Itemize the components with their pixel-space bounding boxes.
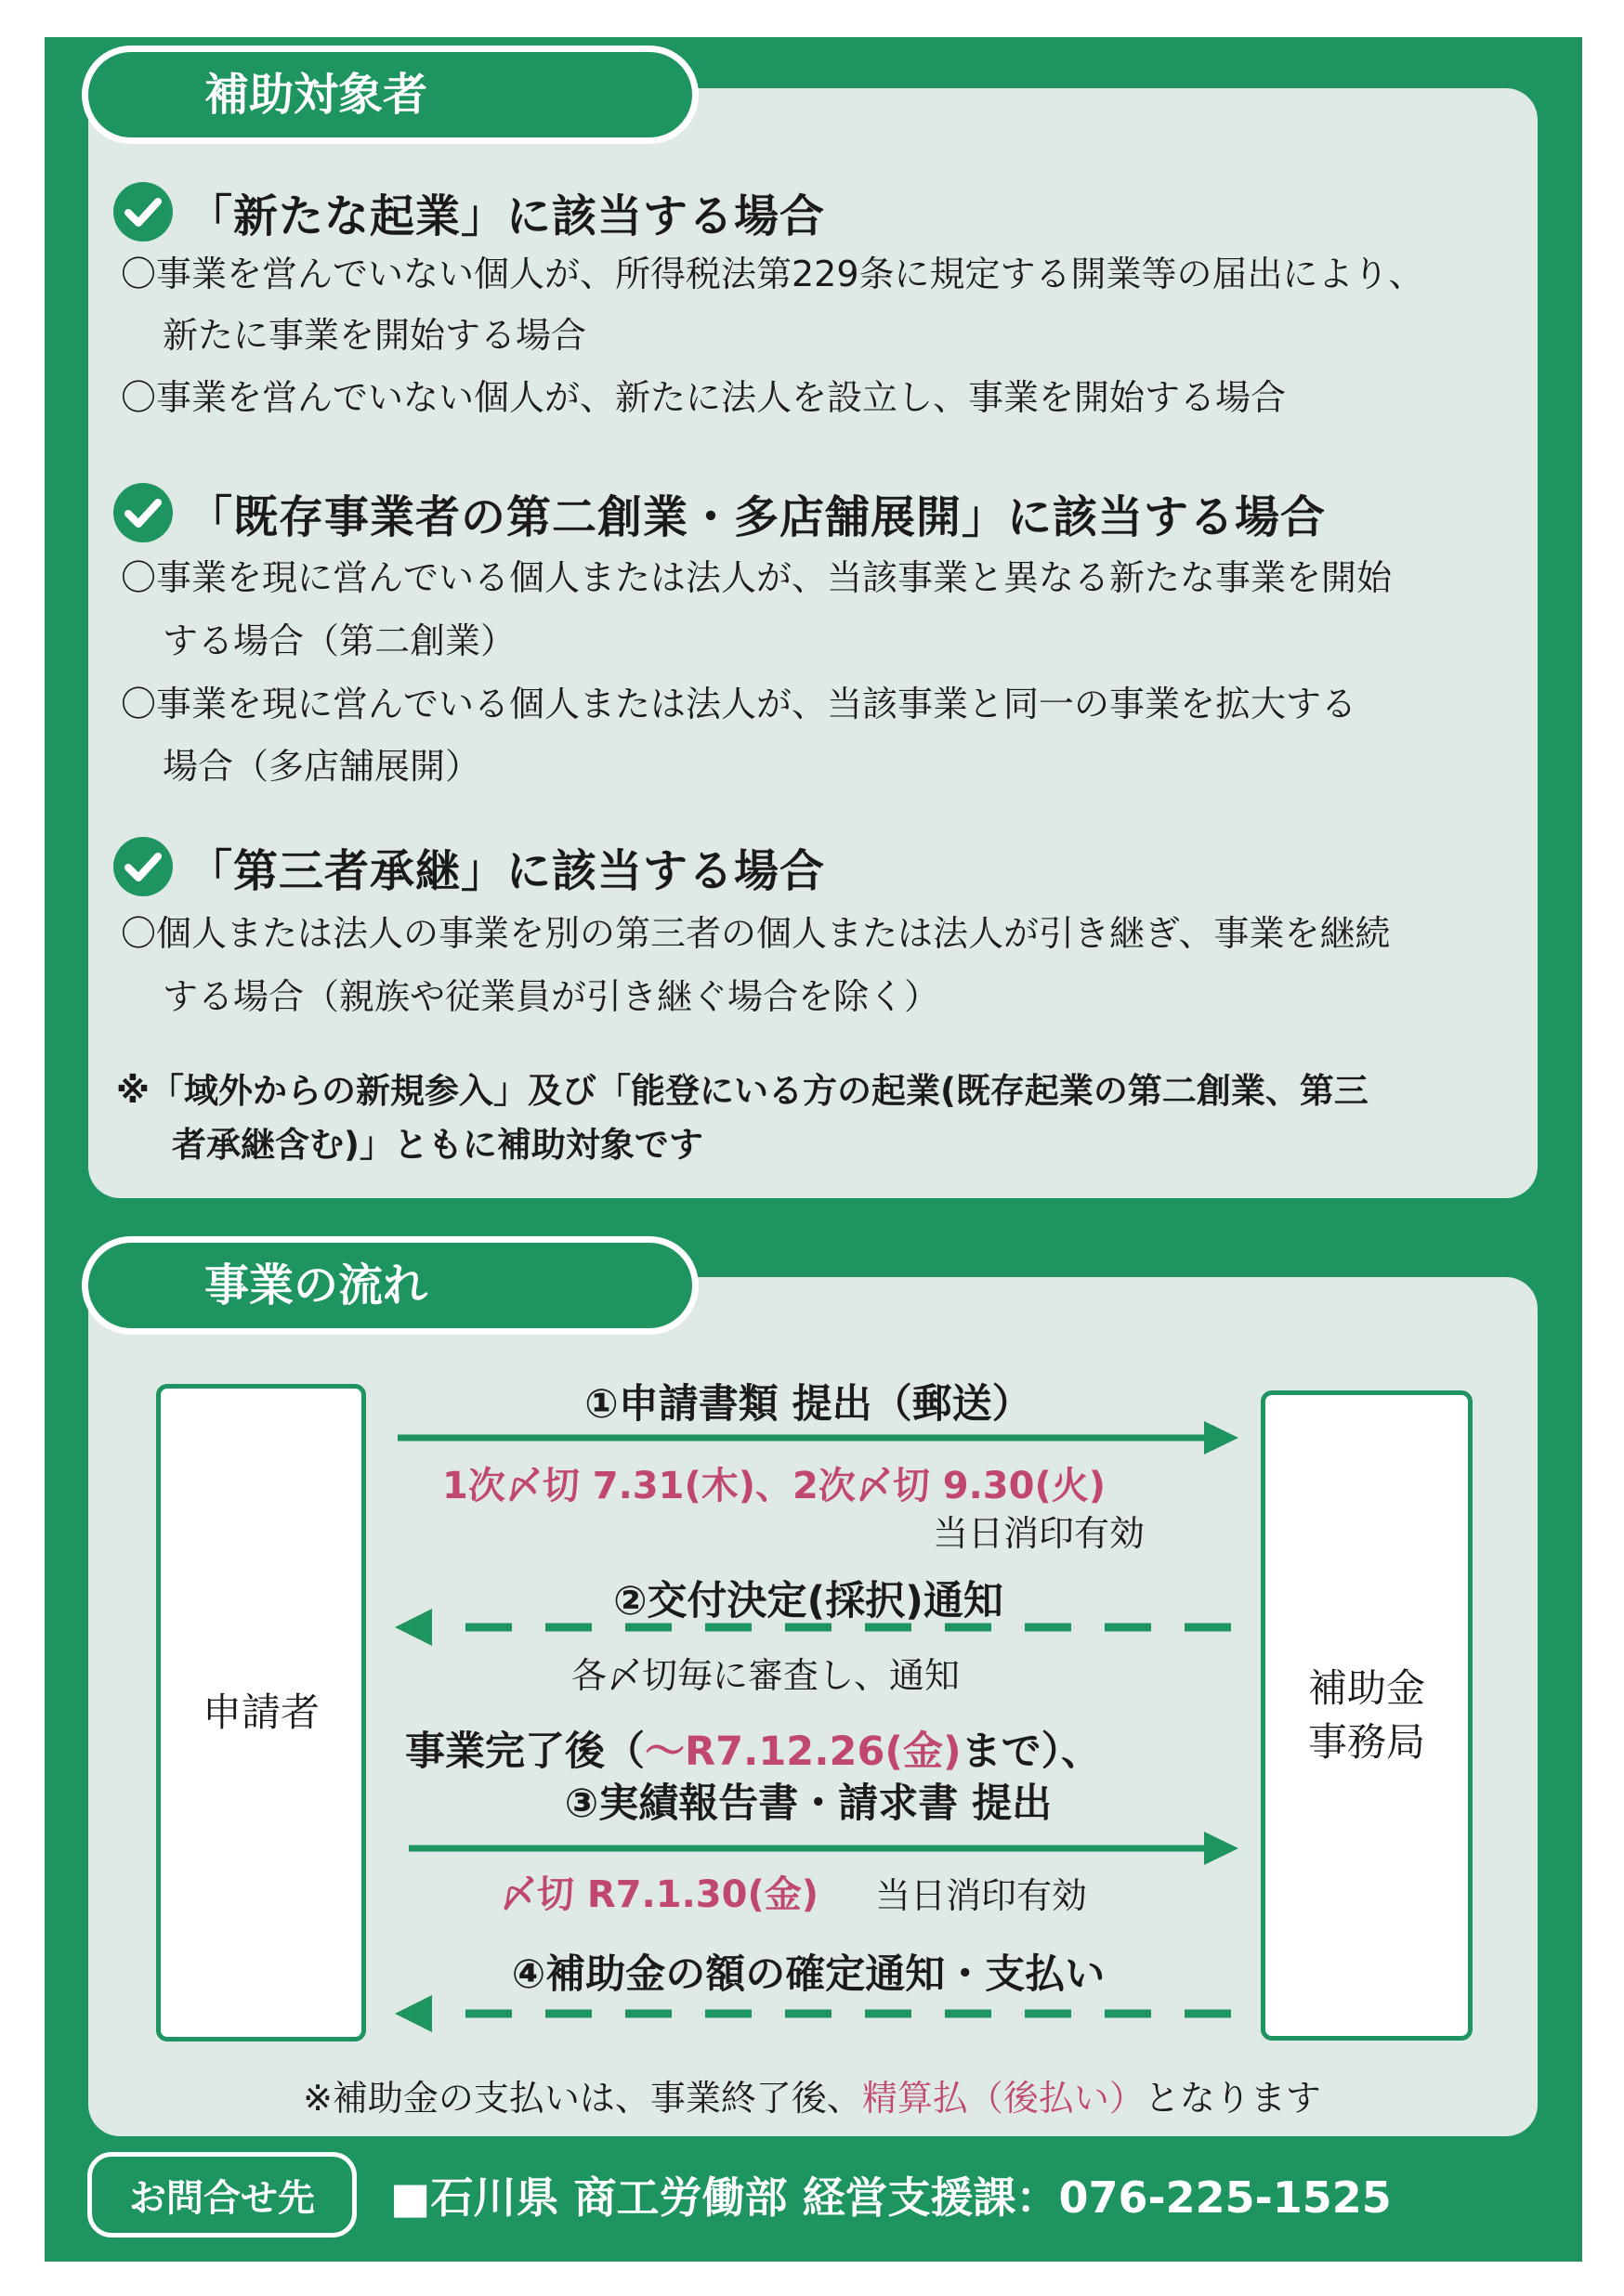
step2-sub: 各〆切毎に審査し、通知 — [571, 1655, 961, 1696]
contact-badge — [87, 2152, 357, 2237]
heading-text: 「新たな起業」に該当する場合 — [188, 189, 826, 242]
list-item: 場合（多店舗展開） — [163, 746, 481, 787]
step1-label: ①申請書類 提出（郵送） — [584, 1381, 1032, 1428]
step4-label: ④補助金の額の確定通知・支払い — [511, 1951, 1106, 1998]
step1-postmark: 当日消印有効 — [933, 1513, 1146, 1554]
list-item: 〇個人または法人の事業を別の第三者の個人または法人が引き継ぎ、事業を継続 — [121, 913, 1391, 954]
list-item: 新たに事業を開始する場合 — [163, 315, 587, 356]
heading-text: 「既存事業者の第二創業・多店舗展開」に該当する場合 — [188, 490, 1327, 543]
footnote-highlight: 精算払（後払い） — [861, 2078, 1145, 2119]
list-item: 〇事業を現に営んでいる個人または法人が、当該事業と異なる新たな事業を開始 — [121, 557, 1393, 598]
eligibility-note-cont: 者承継含む)」ともに補助対象です — [172, 1125, 703, 1165]
office-label-line1: 補助金 — [1307, 1665, 1425, 1711]
eligibility-note: ※「域外からの新規参入」及び「能登にいる方の起業(既存起業の第二創業、第三 — [116, 1071, 1369, 1111]
contact-badge-label: お問合せ先 — [129, 2176, 315, 2220]
list-item: 〇事業を現に営んでいる個人または法人が、当該事業と同一の事業を拡大する — [121, 684, 1357, 724]
step3-condition-date: ～R7.12.26(金) — [645, 1729, 962, 1775]
step2-label: ②交付決定(採択)通知 — [613, 1578, 1003, 1624]
step1-deadline-1: 1次〆切 7.31(木) — [442, 1465, 756, 1507]
list-item: 〇事業を営んでいない個人が、所得税法第229条に規定する開業等の届出により、 — [121, 254, 1424, 294]
step1-deadline-sep: 、 — [755, 1465, 793, 1507]
contact-info: ■石川県 商工労働部 経営支援課：076-225-1525 — [390, 2172, 1392, 2223]
flow-tab-title: 事業の流れ — [203, 1259, 427, 1311]
list-item: 〇事業を営んでいない個人が、新たに法人を設立し、事業を開始する場合 — [121, 377, 1287, 418]
arrow-payment — [395, 1995, 1231, 2032]
footnote-after: となります — [1144, 2078, 1321, 2119]
heading-text: 「第三者承継」に該当する場合 — [188, 844, 826, 897]
step3-condition-after: まで）、 — [961, 1729, 1102, 1775]
office-label-line2: 事務局 — [1307, 1719, 1425, 1765]
eligibility-tab-title: 補助対象者 — [203, 69, 427, 121]
step3-deadline: 〆切 R7.1.30(金) — [500, 1873, 819, 1916]
step1-deadline — [442, 1456, 1106, 1509]
step3-postmark: 当日消印有効 — [875, 1875, 1088, 1916]
step1-deadline-2: 2次〆切 9.30(火) — [792, 1465, 1107, 1507]
step3-condition — [405, 1720, 1101, 1777]
step3-condition-before: 事業完了後（ — [405, 1729, 645, 1775]
arrow-report — [409, 1832, 1238, 1865]
list-item: する場合（親族や従業員が引き継ぐ場合を除く） — [163, 976, 940, 1017]
list-item: する場合（第二創業） — [163, 620, 517, 661]
applicant-label: 申請者 — [202, 1689, 320, 1735]
footnote-before: ※補助金の支払いは、事業終了後、 — [303, 2078, 862, 2119]
payment-footnote — [0, 2069, 1624, 2120]
step3-label: ③実績報告書・請求書 提出 — [564, 1781, 1053, 1827]
